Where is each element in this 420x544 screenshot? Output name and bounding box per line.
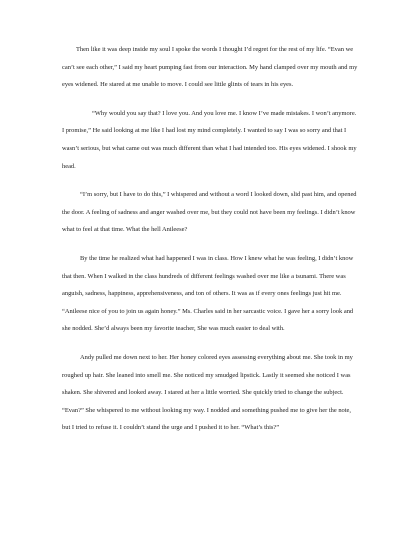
paragraph-4: By the time he realized what had happened I was in class. How I knew what he was feeling, I didn’t know that then. When I walked in the class hundreds of different feelings washed over me like a tsunami. There was anguish, sadness, happiness, apprehensiveness, and ton of others. It was as if every ones feelings just hit me. “Anileese nice of you to join us again honey.” Ms. Charles said in her sarcastic voice. I gave her a sorry look and she nodded. She’d always been my favorite teacher, She was much easier to deal with. <box>62 254 354 333</box>
document-body <box>62 41 360 437</box>
paragraph-5: Andy pulled me down next to her. Her honey colored eyes assessing everything about me. She took in my roughed up hair. She leaned into smell me. She noticed my smudged lipstick. Lastly it seemed she noticed I was shaken. She shivered and looked away. I stared at her a little worried. She quickly tried to change the subject. “Evan?” She whispered to me without looking my way. I nodded and something pushed me to give her the note, but I tried to refuse it. I couldn’t stand the urge and I pushed it to her. “What’s this?” <box>62 353 353 432</box>
paragraph-2: “Why would you say that? I love you. And you love me. I know I’ve made mistakes. I won’t anymore. I promise,” He said looking at me like I had lost my mind completely. I wanted to say I was so sorry and that I wasn’t serious, but what came out was much different than what I had intended too. His eyes widened. I shook my head. <box>62 109 357 170</box>
paragraph-3: “I’m sorry, but I have to do this,” I whispered and without a word I looked down, slid past him, and opened the door. A feeling of sadness and anger washed over me, but they could not have been my feelings. I didn’t know what to feel at that time. What the hell Anileese? <box>62 191 357 234</box>
paragraph-1: Then like it was deep inside my soul I spoke the words I thought I’d regret for the rest of my life. “Evan we can’t see each other,” I said my heart pumping fast from our interaction. My hand clamped over my mouth and my eyes widened. He stared at me unable to move. I could see little glints of tears in his eyes. <box>62 46 358 89</box>
